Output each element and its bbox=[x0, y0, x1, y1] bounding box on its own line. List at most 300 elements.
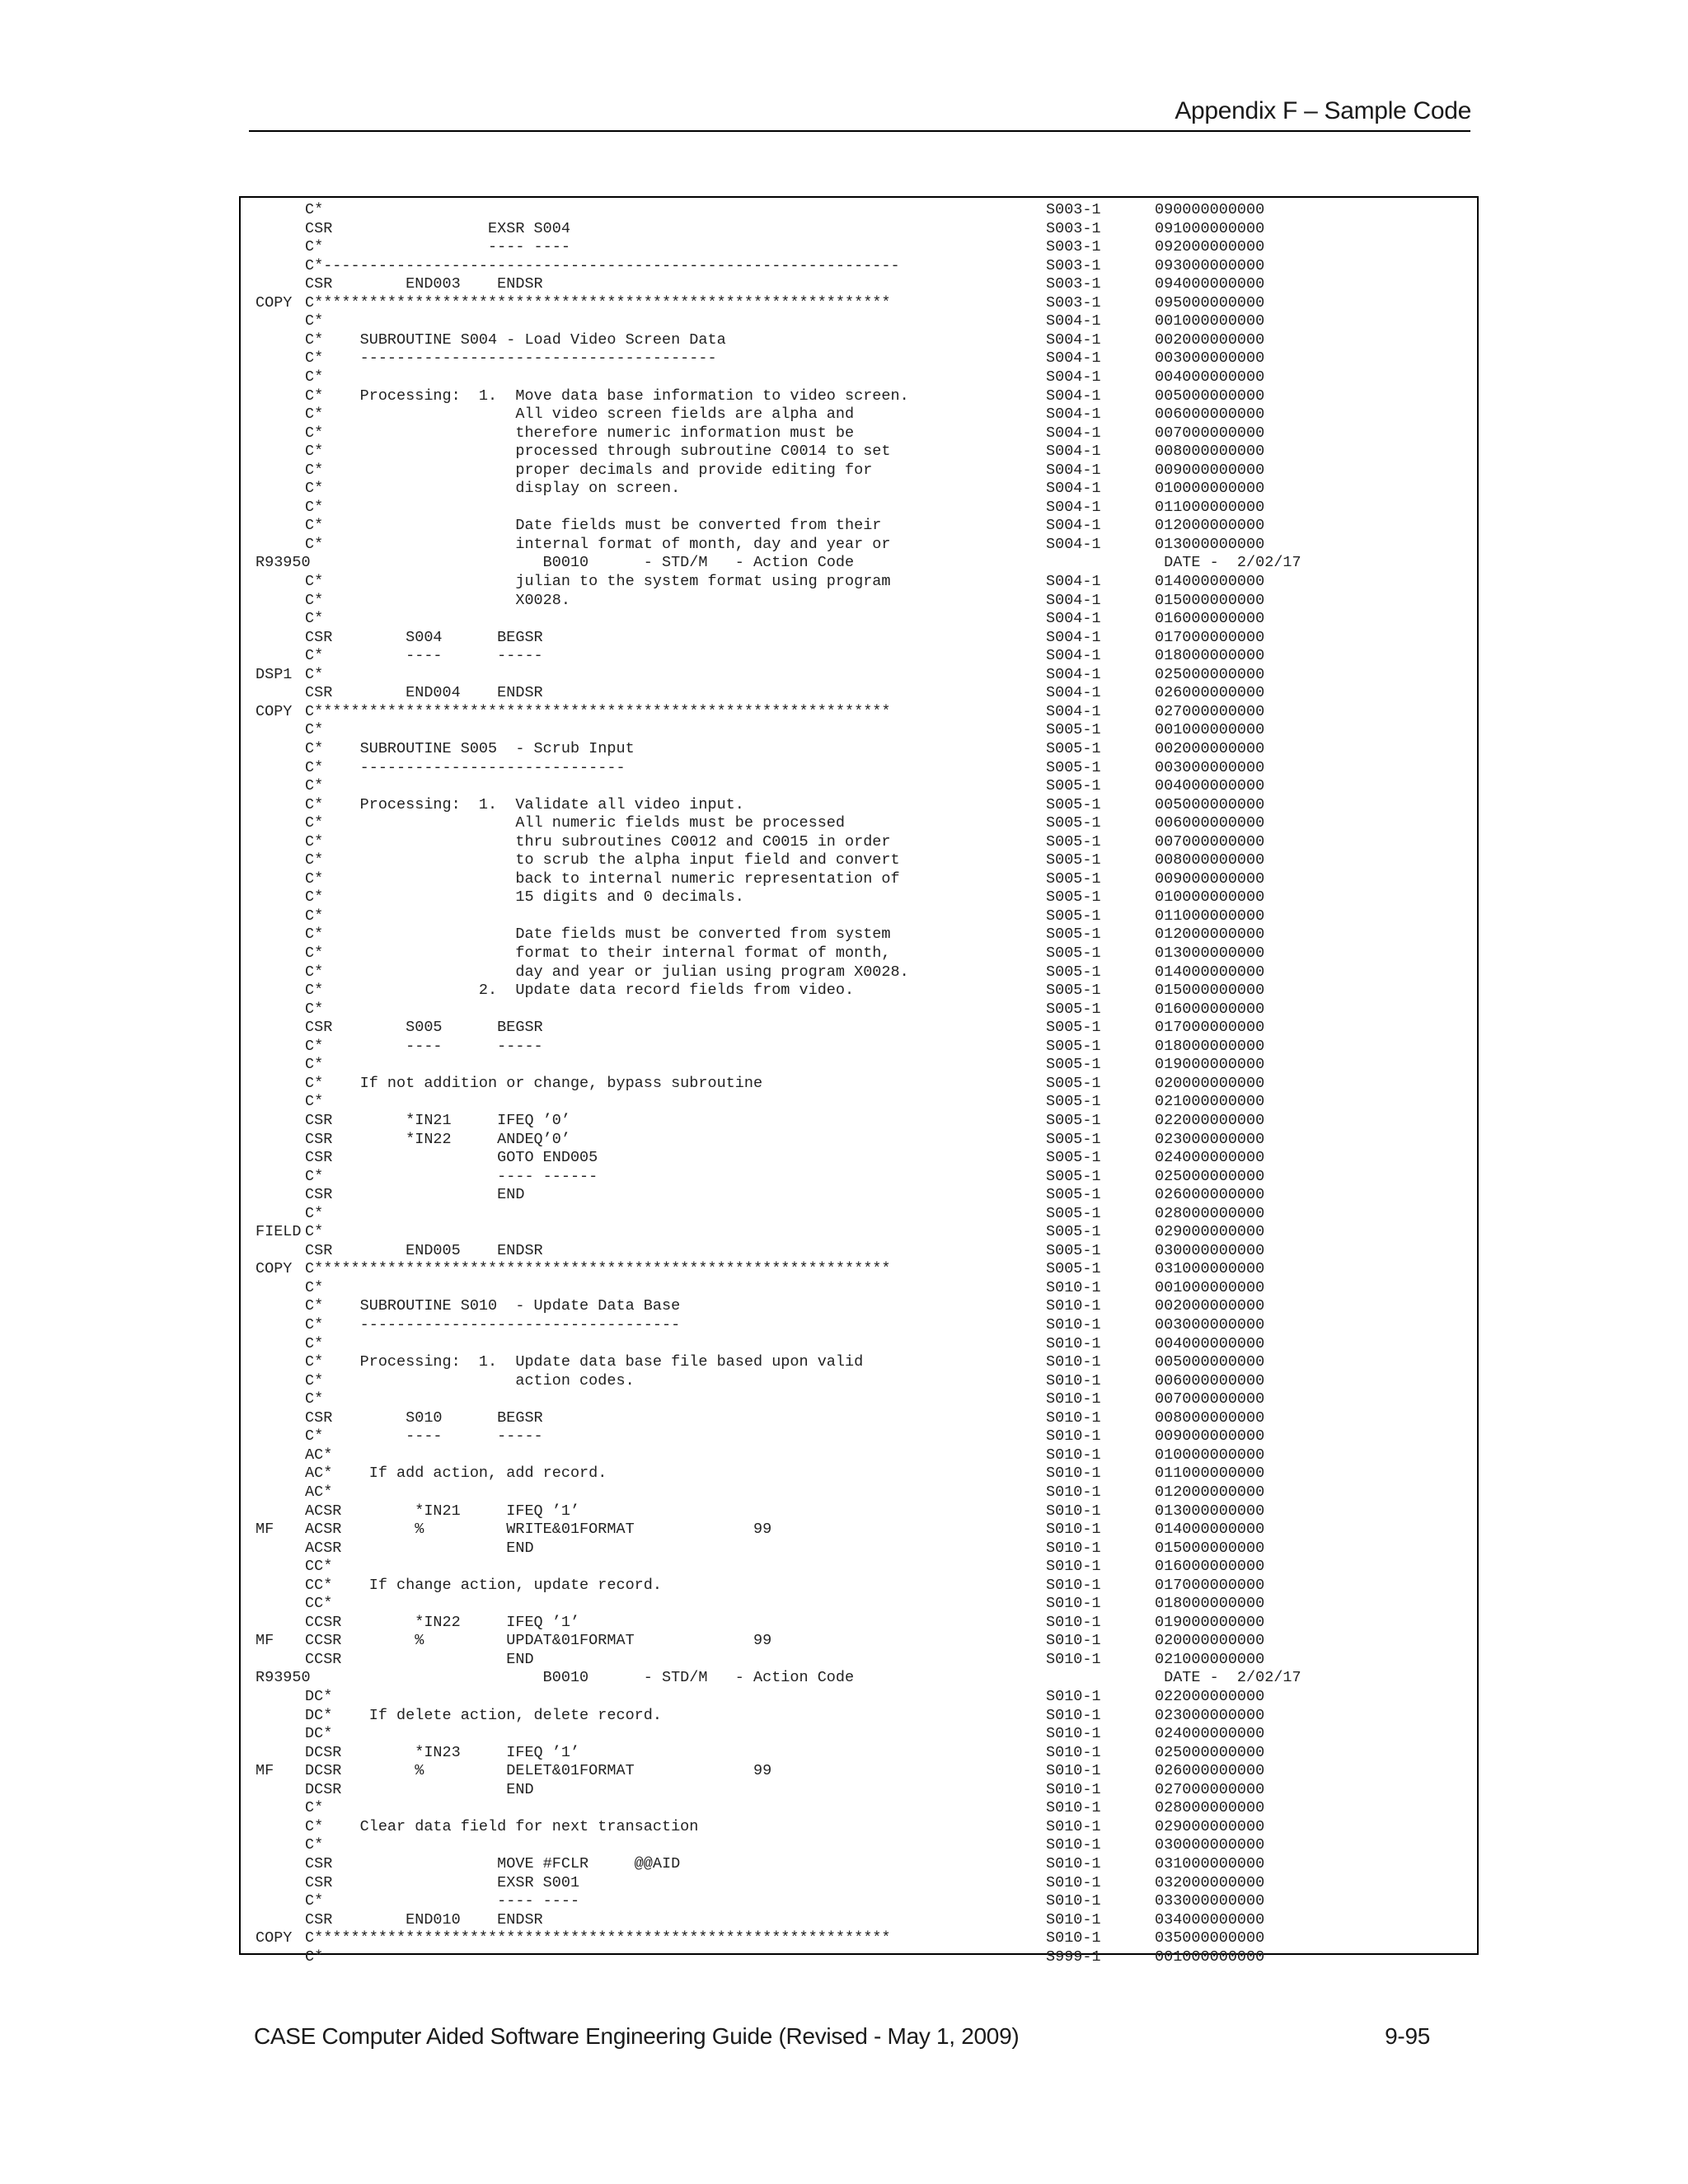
code-sequence: 025000000000 bbox=[1155, 1167, 1265, 1185]
code-sequence: 003000000000 bbox=[1155, 1316, 1265, 1333]
code-line bbox=[241, 610, 1477, 628]
code-text: CCSR *IN22 IFEQ ’1’ bbox=[305, 1613, 580, 1631]
code-line bbox=[241, 592, 1477, 610]
code-line bbox=[241, 1019, 1477, 1037]
code-ref: S004-1 bbox=[1046, 665, 1101, 683]
code-sequence: 025000000000 bbox=[1155, 665, 1265, 683]
code-sequence: 003000000000 bbox=[1155, 758, 1265, 776]
code-sequence: 016000000000 bbox=[1155, 1558, 1265, 1576]
code-text: C* ---- ------ bbox=[305, 1167, 598, 1185]
code-sequence: 011000000000 bbox=[1155, 1465, 1265, 1483]
code-line bbox=[241, 1205, 1477, 1223]
code-line bbox=[241, 982, 1477, 1000]
code-text: C* If not addition or change, bypass subroutine bbox=[305, 1074, 763, 1092]
code-ref: S004-1 bbox=[1046, 349, 1101, 368]
code-text: C* bbox=[305, 1204, 324, 1222]
code-ref: S010-1 bbox=[1046, 1390, 1101, 1408]
code-sequence: 006000000000 bbox=[1155, 405, 1265, 424]
code-sequence: 017000000000 bbox=[1155, 628, 1265, 646]
code-sequence: 009000000000 bbox=[1155, 869, 1265, 888]
code-prefix: MF bbox=[256, 1632, 274, 1650]
code-sequence: 005000000000 bbox=[1155, 1353, 1265, 1371]
code-sequence: 012000000000 bbox=[1155, 926, 1265, 944]
code-line bbox=[241, 1186, 1477, 1204]
code-line bbox=[241, 257, 1477, 275]
code-sequence: 007000000000 bbox=[1155, 424, 1265, 442]
code-sequence: 026000000000 bbox=[1155, 684, 1265, 702]
code-ref: S004-1 bbox=[1046, 461, 1101, 479]
code-sequence: 009000000000 bbox=[1155, 461, 1265, 479]
code-text: B0010 - STD/M - Action Code bbox=[305, 554, 855, 572]
code-text: C* therefore numeric information must be bbox=[305, 424, 855, 442]
code-ref: S010-1 bbox=[1046, 1502, 1101, 1520]
code-sequence: 022000000000 bbox=[1155, 1111, 1265, 1129]
code-ref: S010-1 bbox=[1046, 1650, 1101, 1668]
code-sequence: 004000000000 bbox=[1155, 1334, 1265, 1352]
code-line bbox=[241, 220, 1477, 238]
code-text: C* bbox=[305, 1223, 324, 1241]
code-line bbox=[241, 1316, 1477, 1334]
code-ref: S005-1 bbox=[1046, 944, 1101, 962]
code-ref: S010-1 bbox=[1046, 1427, 1101, 1446]
code-text: ACSR % WRITE&01FORMAT 99 bbox=[305, 1521, 772, 1539]
code-ref: S004-1 bbox=[1046, 424, 1101, 442]
code-text: C* bbox=[305, 610, 324, 628]
code-ref: S004-1 bbox=[1046, 610, 1101, 628]
code-sequence: 030000000000 bbox=[1155, 1836, 1265, 1854]
code-text: AC* bbox=[305, 1446, 333, 1464]
code-line bbox=[241, 405, 1477, 424]
code-ref: S010-1 bbox=[1046, 1706, 1101, 1724]
code-ref: S005-1 bbox=[1046, 777, 1101, 795]
code-line bbox=[241, 331, 1477, 349]
code-line bbox=[241, 1297, 1477, 1315]
code-line bbox=[241, 629, 1477, 647]
code-text: ACSR *IN21 IFEQ ’1’ bbox=[305, 1502, 580, 1520]
code-ref: S004-1 bbox=[1046, 573, 1101, 590]
code-sequence: 004000000000 bbox=[1155, 777, 1265, 795]
code-sequence: 090000000000 bbox=[1155, 201, 1265, 218]
code-ref: S005-1 bbox=[1046, 926, 1101, 944]
code-text: C* proper decimals and provide editing for bbox=[305, 461, 873, 479]
code-sequence: 033000000000 bbox=[1155, 1892, 1265, 1910]
code-sequence: 012000000000 bbox=[1155, 1483, 1265, 1501]
code-text: DC* bbox=[305, 1688, 333, 1705]
code-line bbox=[241, 1093, 1477, 1111]
code-prefix: COPY bbox=[256, 1260, 293, 1278]
code-text: B0010 - STD/M - Action Code bbox=[305, 1669, 855, 1687]
code-text: C* bbox=[305, 312, 324, 330]
code-ref: S005-1 bbox=[1046, 1000, 1101, 1018]
code-ref: S003-1 bbox=[1046, 201, 1101, 218]
code-sequence: 022000000000 bbox=[1155, 1688, 1265, 1705]
code-text: CSR S004 BEGSR bbox=[305, 628, 543, 646]
code-sequence: 031000000000 bbox=[1155, 1260, 1265, 1278]
code-ref: S010-1 bbox=[1046, 1613, 1101, 1631]
code-ref: S004-1 bbox=[1046, 330, 1101, 349]
code-text: DC* bbox=[305, 1725, 333, 1743]
code-sequence: 016000000000 bbox=[1155, 610, 1265, 628]
code-sequence: 092000000000 bbox=[1155, 238, 1265, 256]
code-sequence: 014000000000 bbox=[1155, 1521, 1265, 1539]
code-line bbox=[241, 666, 1477, 684]
code-text: C*--------------------------------------------------------------- bbox=[305, 256, 900, 274]
code-sequence: 018000000000 bbox=[1155, 647, 1265, 665]
code-line bbox=[241, 1725, 1477, 1743]
code-line bbox=[241, 275, 1477, 293]
code-line bbox=[241, 1521, 1477, 1539]
code-line bbox=[241, 573, 1477, 591]
code-sequence: 016000000000 bbox=[1155, 1000, 1265, 1018]
code-text: C* bbox=[305, 1334, 324, 1352]
code-text: C* bbox=[305, 1836, 324, 1854]
code-line bbox=[241, 1038, 1477, 1056]
code-line bbox=[241, 1948, 1477, 1966]
code-sequence: 002000000000 bbox=[1155, 1297, 1265, 1315]
code-text: C* day and year or julian using program X0028. bbox=[305, 963, 909, 981]
code-prefix: DSP1 bbox=[256, 665, 293, 683]
code-ref: S005-1 bbox=[1046, 1204, 1101, 1222]
code-prefix: MF bbox=[256, 1521, 274, 1539]
code-sequence: 004000000000 bbox=[1155, 368, 1265, 386]
code-text: C* bbox=[305, 1000, 324, 1018]
code-sequence: 002000000000 bbox=[1155, 330, 1265, 349]
code-line bbox=[241, 1632, 1477, 1650]
code-text: C* ----------------------------------- bbox=[305, 1316, 681, 1333]
code-line bbox=[241, 647, 1477, 665]
code-line bbox=[241, 1353, 1477, 1371]
code-text: C* ---- ----- bbox=[305, 1427, 543, 1446]
code-line bbox=[241, 499, 1477, 517]
code-sequence: 018000000000 bbox=[1155, 1037, 1265, 1055]
code-ref: S003-1 bbox=[1046, 238, 1101, 256]
code-line bbox=[241, 201, 1477, 219]
code-ref: S005-1 bbox=[1046, 982, 1101, 1000]
code-line bbox=[241, 554, 1477, 572]
code-line bbox=[241, 1651, 1477, 1669]
code-ref: S004-1 bbox=[1046, 480, 1101, 498]
code-sequence: 001000000000 bbox=[1155, 721, 1265, 739]
code-sequence: 013000000000 bbox=[1155, 535, 1265, 553]
code-sequence: 015000000000 bbox=[1155, 591, 1265, 609]
code-sequence: 001000000000 bbox=[1155, 312, 1265, 330]
code-prefix: R93950 bbox=[256, 554, 311, 572]
code-text: C* 15 digits and 0 decimals. bbox=[305, 888, 744, 907]
code-sequence: 034000000000 bbox=[1155, 1910, 1265, 1929]
code-ref: S005-1 bbox=[1046, 869, 1101, 888]
code-text: C*************************************************************** bbox=[305, 1260, 891, 1278]
code-text: C* bbox=[305, 777, 324, 795]
code-text: ACSR END bbox=[305, 1539, 534, 1557]
code-text: DCSR % DELET&01FORMAT 99 bbox=[305, 1762, 772, 1780]
code-line bbox=[241, 1836, 1477, 1854]
code-sequence: 023000000000 bbox=[1155, 1130, 1265, 1148]
code-ref: S005-1 bbox=[1046, 1019, 1101, 1037]
code-text: C* SUBROUTINE S010 - Update Data Base bbox=[305, 1297, 681, 1315]
code-line bbox=[241, 1390, 1477, 1408]
code-ref: S010-1 bbox=[1046, 1521, 1101, 1539]
code-sequence: 010000000000 bbox=[1155, 888, 1265, 907]
code-text: C* bbox=[305, 1056, 324, 1074]
code-text: CSR S005 BEGSR bbox=[305, 1019, 543, 1037]
code-line bbox=[241, 721, 1477, 739]
code-prefix: MF bbox=[256, 1762, 274, 1780]
code-sequence: 095000000000 bbox=[1155, 293, 1265, 312]
code-sequence: 023000000000 bbox=[1155, 1706, 1265, 1724]
code-line bbox=[241, 759, 1477, 777]
code-line bbox=[241, 1001, 1477, 1019]
code-text: C* X0028. bbox=[305, 591, 570, 609]
code-line bbox=[241, 462, 1477, 480]
code-text: AC* If add action, add record. bbox=[305, 1465, 607, 1483]
code-text: C* Processing: 1. Validate all video input. bbox=[305, 795, 744, 813]
code-ref: S010-1 bbox=[1046, 1799, 1101, 1817]
code-ref: S004-1 bbox=[1046, 702, 1101, 720]
code-ref: S005-1 bbox=[1046, 1130, 1101, 1148]
code-sequence: 006000000000 bbox=[1155, 1371, 1265, 1390]
code-text: C* back to internal numeric representation of bbox=[305, 869, 900, 888]
code-text: C* ---- ---- bbox=[305, 1892, 580, 1910]
code-ref: S005-1 bbox=[1046, 907, 1101, 925]
code-ref: S010-1 bbox=[1046, 1353, 1101, 1371]
code-ref: S010-1 bbox=[1046, 1817, 1101, 1835]
code-sequence: 020000000000 bbox=[1155, 1074, 1265, 1092]
code-text: CSR *IN22 ANDEQ’0’ bbox=[305, 1130, 570, 1148]
code-sequence: 029000000000 bbox=[1155, 1817, 1265, 1835]
code-ref: S005-1 bbox=[1046, 1260, 1101, 1278]
code-text: DCSR *IN23 IFEQ ’1’ bbox=[305, 1743, 580, 1761]
code-line bbox=[241, 1799, 1477, 1817]
code-sequence: 015000000000 bbox=[1155, 982, 1265, 1000]
code-ref: S010-1 bbox=[1046, 1929, 1101, 1947]
code-sequence: 007000000000 bbox=[1155, 1390, 1265, 1408]
code-line bbox=[241, 1577, 1477, 1595]
code-line bbox=[241, 1075, 1477, 1093]
code-ref: S005-1 bbox=[1046, 1167, 1101, 1185]
code-sequence: 008000000000 bbox=[1155, 443, 1265, 461]
code-text: C* 2. Update data record fields from video. bbox=[305, 982, 855, 1000]
code-line bbox=[241, 1427, 1477, 1446]
code-text: C* Date fields must be converted from system bbox=[305, 926, 891, 944]
code-sequence: 028000000000 bbox=[1155, 1204, 1265, 1222]
code-line bbox=[241, 1502, 1477, 1521]
code-ref: S005-1 bbox=[1046, 963, 1101, 981]
code-text: CSR END010 ENDSR bbox=[305, 1910, 543, 1929]
code-sequence: 030000000000 bbox=[1155, 1241, 1265, 1259]
code-text: C* bbox=[305, 498, 324, 516]
code-sequence: 005000000000 bbox=[1155, 387, 1265, 405]
code-ref: S004-1 bbox=[1046, 628, 1101, 646]
code-line bbox=[241, 1223, 1477, 1241]
code-sequence: 024000000000 bbox=[1155, 1149, 1265, 1167]
code-ref: S010-1 bbox=[1046, 1465, 1101, 1483]
header-rule bbox=[249, 130, 1470, 132]
code-line bbox=[241, 1112, 1477, 1130]
code-sequence: 026000000000 bbox=[1155, 1762, 1265, 1780]
code-ref: S003-1 bbox=[1046, 275, 1101, 293]
code-line bbox=[241, 424, 1477, 443]
code-ref: S010-1 bbox=[1046, 1688, 1101, 1705]
code-ref: S005-1 bbox=[1046, 1111, 1101, 1129]
code-sequence: DATE - 2/02/17 bbox=[1155, 554, 1301, 572]
code-ref: S003-1 bbox=[1046, 256, 1101, 274]
code-sequence: 017000000000 bbox=[1155, 1576, 1265, 1594]
code-text: C* bbox=[305, 1799, 324, 1817]
code-line bbox=[241, 1131, 1477, 1149]
code-ref: S004-1 bbox=[1046, 312, 1101, 330]
code-ref: S010-1 bbox=[1046, 1539, 1101, 1557]
code-text: C*************************************************************** bbox=[305, 702, 891, 720]
code-ref: S010-1 bbox=[1046, 1780, 1101, 1798]
code-ref: S010-1 bbox=[1046, 1743, 1101, 1761]
code-ref: S010-1 bbox=[1046, 1632, 1101, 1650]
code-ref: S004-1 bbox=[1046, 517, 1101, 535]
code-line bbox=[241, 814, 1477, 832]
code-text: CC* If change action, update record. bbox=[305, 1576, 662, 1594]
code-ref: S010-1 bbox=[1046, 1725, 1101, 1743]
code-sequence: DATE - 2/02/17 bbox=[1155, 1669, 1301, 1687]
code-text: C* ---- ----- bbox=[305, 1037, 543, 1055]
code-text: C* display on screen. bbox=[305, 480, 681, 498]
code-line bbox=[241, 1911, 1477, 1929]
code-ref: S005-1 bbox=[1046, 1037, 1101, 1055]
code-text: C* thru subroutines C0012 and C0015 in order bbox=[305, 832, 891, 851]
code-text: CC* bbox=[305, 1595, 333, 1613]
code-sequence: 008000000000 bbox=[1155, 851, 1265, 869]
code-sequence: 001000000000 bbox=[1155, 1278, 1265, 1296]
code-ref: S004-1 bbox=[1046, 591, 1101, 609]
code-ref: S999-1 bbox=[1046, 1947, 1101, 1966]
code-ref: S004-1 bbox=[1046, 684, 1101, 702]
code-text: C* Processing: 1. Move data base information to video screen. bbox=[305, 387, 909, 405]
footer-doc-title: CASE Computer Aided Software Engineering Guide (Revised - May 1, 2009) bbox=[254, 2023, 1020, 2049]
code-text: CSR *IN21 IFEQ ’0’ bbox=[305, 1111, 570, 1129]
code-ref: S010-1 bbox=[1046, 1558, 1101, 1576]
code-text: CSR MOVE #FCLR @@AID bbox=[305, 1854, 681, 1872]
code-text: C* bbox=[305, 907, 324, 925]
code-sequence: 013000000000 bbox=[1155, 944, 1265, 962]
code-line bbox=[241, 888, 1477, 907]
code-line bbox=[241, 1483, 1477, 1502]
code-sequence: 032000000000 bbox=[1155, 1873, 1265, 1891]
code-ref: S010-1 bbox=[1046, 1483, 1101, 1501]
code-sequence: 029000000000 bbox=[1155, 1223, 1265, 1241]
code-ref: S004-1 bbox=[1046, 368, 1101, 386]
code-line bbox=[241, 1409, 1477, 1427]
code-ref: S010-1 bbox=[1046, 1408, 1101, 1427]
code-line bbox=[241, 294, 1477, 312]
code-text: CC* bbox=[305, 1558, 333, 1576]
code-line bbox=[241, 777, 1477, 795]
code-ref: S010-1 bbox=[1046, 1892, 1101, 1910]
code-line bbox=[241, 1465, 1477, 1483]
code-line bbox=[241, 1446, 1477, 1465]
code-text: C* processed through subroutine C0014 to set bbox=[305, 443, 891, 461]
code-ref: S005-1 bbox=[1046, 739, 1101, 757]
code-text: C* All video screen fields are alpha and bbox=[305, 405, 855, 424]
code-line bbox=[241, 368, 1477, 387]
page-header-title: Appendix F – Sample Code bbox=[1175, 97, 1471, 124]
code-sequence: 001000000000 bbox=[1155, 1947, 1265, 1966]
code-line bbox=[241, 1260, 1477, 1278]
code-line bbox=[241, 1762, 1477, 1780]
code-ref: S003-1 bbox=[1046, 293, 1101, 312]
code-ref: S005-1 bbox=[1046, 1223, 1101, 1241]
code-text: C* format to their internal format of month, bbox=[305, 944, 891, 962]
code-line bbox=[241, 963, 1477, 982]
code-line bbox=[241, 1540, 1477, 1558]
code-text: CSR GOTO END005 bbox=[305, 1149, 598, 1167]
code-text: C* bbox=[305, 368, 324, 386]
code-line bbox=[241, 1558, 1477, 1576]
code-text: CSR EXSR S001 bbox=[305, 1873, 580, 1891]
code-sequence: 025000000000 bbox=[1155, 1743, 1265, 1761]
code-sequence: 031000000000 bbox=[1155, 1854, 1265, 1872]
code-line bbox=[241, 907, 1477, 926]
code-sequence: 093000000000 bbox=[1155, 256, 1265, 274]
code-text: C* Processing: 1. Update data base file based upon valid bbox=[305, 1353, 864, 1371]
code-prefix: COPY bbox=[256, 293, 293, 312]
code-ref: S005-1 bbox=[1046, 721, 1101, 739]
code-sequence: 011000000000 bbox=[1155, 907, 1265, 925]
code-line bbox=[241, 1056, 1477, 1074]
code-sequence: 012000000000 bbox=[1155, 517, 1265, 535]
code-line bbox=[241, 312, 1477, 330]
code-text: C* --------------------------------------- bbox=[305, 349, 717, 368]
code-sequence: 007000000000 bbox=[1155, 832, 1265, 851]
code-ref: S010-1 bbox=[1046, 1371, 1101, 1390]
code-text: C* bbox=[305, 1390, 324, 1408]
code-text: C* internal format of month, day and year or bbox=[305, 535, 891, 553]
code-sequence: 019000000000 bbox=[1155, 1056, 1265, 1074]
code-ref: S005-1 bbox=[1046, 1241, 1101, 1259]
code-line bbox=[241, 684, 1477, 702]
code-line bbox=[241, 1929, 1477, 1947]
code-text: C* Clear data field for next transaction bbox=[305, 1817, 699, 1835]
code-line bbox=[241, 1781, 1477, 1799]
code-ref: S010-1 bbox=[1046, 1854, 1101, 1872]
code-text: C*************************************************************** bbox=[305, 1929, 891, 1947]
code-ref: S010-1 bbox=[1046, 1762, 1101, 1780]
code-ref: S010-1 bbox=[1046, 1873, 1101, 1891]
code-sequence: 094000000000 bbox=[1155, 275, 1265, 293]
code-line bbox=[241, 1614, 1477, 1632]
code-sequence: 010000000000 bbox=[1155, 480, 1265, 498]
code-ref: S004-1 bbox=[1046, 498, 1101, 516]
code-text: CCSR END bbox=[305, 1650, 534, 1668]
code-sequence: 003000000000 bbox=[1155, 349, 1265, 368]
code-line bbox=[241, 1149, 1477, 1167]
code-listing bbox=[239, 196, 1479, 1966]
code-line bbox=[241, 1168, 1477, 1186]
code-text: C* Date fields must be converted from their bbox=[305, 517, 882, 535]
code-text: C* bbox=[305, 721, 324, 739]
code-sequence: 010000000000 bbox=[1155, 1446, 1265, 1464]
code-line bbox=[241, 1669, 1477, 1687]
code-sequence: 014000000000 bbox=[1155, 963, 1265, 981]
code-ref: S005-1 bbox=[1046, 758, 1101, 776]
code-sequence: 009000000000 bbox=[1155, 1427, 1265, 1446]
code-ref: S004-1 bbox=[1046, 387, 1101, 405]
code-sequence: 017000000000 bbox=[1155, 1019, 1265, 1037]
code-line bbox=[241, 387, 1477, 405]
code-sequence: 020000000000 bbox=[1155, 1632, 1265, 1650]
code-line bbox=[241, 238, 1477, 256]
code-sequence: 014000000000 bbox=[1155, 573, 1265, 590]
code-text: CSR END003 ENDSR bbox=[305, 275, 543, 293]
code-line bbox=[241, 1688, 1477, 1706]
code-ref: S010-1 bbox=[1046, 1576, 1101, 1594]
